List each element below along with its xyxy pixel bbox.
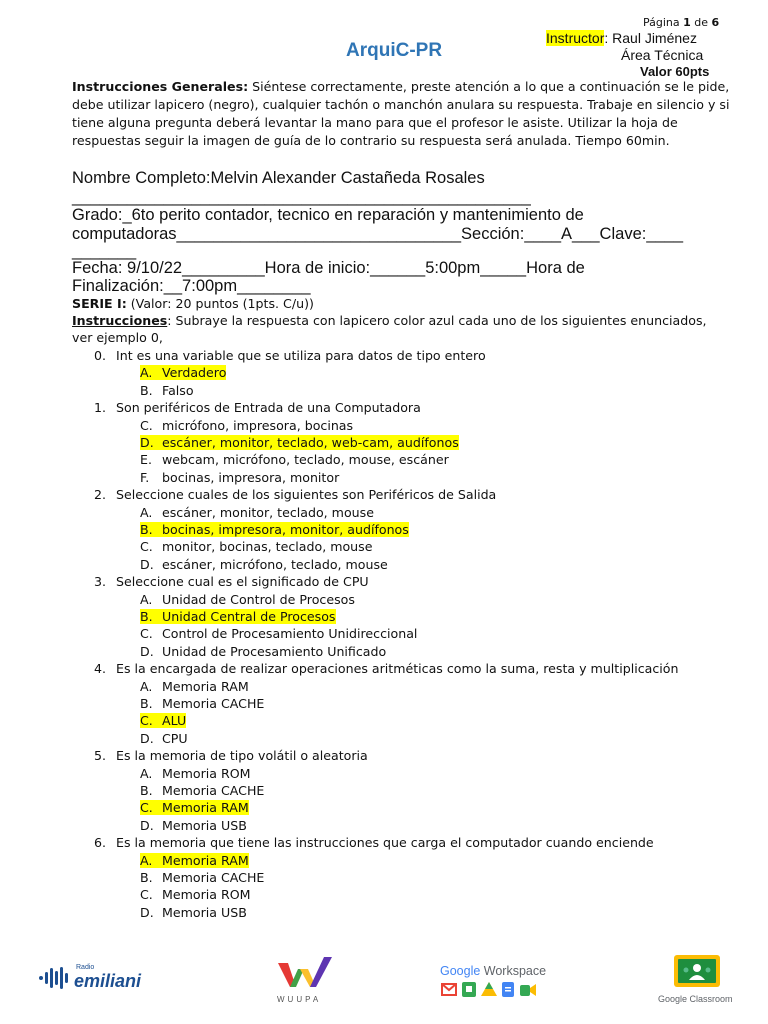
answer-option-body (140, 679, 249, 694)
student-name-line: __________________________________________________ (72, 188, 531, 206)
option-text: ALU (162, 713, 187, 728)
answer-option-body (140, 592, 355, 607)
question-item (94, 347, 486, 364)
answer-option-body (140, 818, 247, 833)
wuupa-icon (276, 955, 336, 997)
option-letter: C. (140, 713, 153, 728)
student-grade: Grado:_6to perito contador, tecnico en reparación y mantenimiento de (72, 206, 584, 224)
answer-option-body (140, 626, 417, 641)
option-letter: C. (140, 800, 153, 815)
option-text: Verdadero (162, 365, 227, 380)
option-letter: A. (140, 766, 153, 781)
answer-option (140, 625, 417, 642)
question-item (94, 834, 654, 851)
question-text: Seleccione cual es el significado de CPU (116, 574, 369, 589)
question-text: Int es una variable que se utiliza para datos de tipo entero (116, 348, 486, 363)
question-number: 1. (94, 400, 107, 415)
answer-option-highlighted (140, 800, 249, 815)
option-letter: A. (140, 679, 153, 694)
option-letter: E. (140, 452, 152, 467)
serie-instructions: Instrucciones: Subraye la respuesta con lapicero color azul cada uno de los siguientes enunciados, ver ejemplo 0, (72, 313, 707, 345)
answer-option-body (140, 539, 372, 554)
wuupa-text: WUUPA (277, 995, 322, 1004)
valor: Valor 60pts (640, 64, 710, 79)
option-letter: A. (140, 365, 153, 380)
answer-option-body (140, 557, 388, 572)
question-item (94, 747, 368, 764)
option-text: Control de Procesamiento Unidireccional (162, 626, 418, 641)
option-letter: F. (140, 470, 150, 485)
option-text: monitor, bocinas, teclado, mouse (162, 539, 373, 554)
answer-option (140, 521, 409, 538)
question-text: Es la memoria de tipo volátil o aleatoria (116, 748, 368, 763)
answer-option (140, 417, 353, 434)
option-letter: D. (140, 905, 154, 920)
option-text: Unidad de Procesamiento Unificado (162, 644, 387, 659)
option-text: Memoria CACHE (162, 783, 265, 798)
workspace-apps-icon (440, 980, 552, 1000)
option-letter: B. (140, 383, 153, 398)
option-text: Memoria RAM (162, 800, 249, 815)
option-text: Unidad de Control de Procesos (162, 592, 355, 607)
answer-option (140, 643, 386, 660)
page-number: Página 1 de 6 (643, 16, 720, 29)
option-text: Memoria CACHE (162, 696, 265, 711)
question-number: 5. (94, 748, 107, 763)
emiliani-text: emiliani (74, 971, 142, 991)
option-letter: D. (140, 644, 154, 659)
answer-option (140, 364, 226, 381)
answer-option-body (140, 452, 449, 467)
answer-option-highlighted (140, 713, 186, 728)
option-text: escáner, monitor, teclado, web-cam, audífonos (162, 435, 459, 450)
option-text: bocinas, impresora, monitor (162, 470, 340, 485)
instructor-label: Instructor (546, 30, 605, 46)
answer-option-highlighted (140, 853, 249, 868)
gw-google: Google (440, 964, 481, 978)
answer-option (140, 382, 194, 399)
student-end-time: Finalización:__7:00pm________ (72, 277, 311, 295)
student-name: Nombre Completo:Melvin Alexander Castañeda Rosales (72, 169, 485, 187)
answer-option (140, 469, 339, 486)
answer-option (140, 869, 264, 886)
option-text: webcam, micrófono, teclado, mouse, escáner (162, 452, 449, 467)
answer-option-body (140, 766, 251, 781)
answer-option-body (140, 470, 339, 485)
answer-option-body (140, 783, 264, 798)
question-item (94, 660, 678, 677)
answer-option-body (140, 383, 194, 398)
document-title: ArquiC-PR (346, 40, 443, 61)
option-text: Memoria RAM (162, 853, 249, 868)
option-letter: C. (140, 418, 153, 433)
question-text: Es la encargada de realizar operaciones aritméticas como la suma, resta y multiplicación (116, 661, 679, 676)
option-letter: B. (140, 870, 153, 885)
emiliani-small: Radio (76, 964, 95, 971)
option-text: Unidad Central de Procesos (162, 609, 336, 624)
answer-option (140, 695, 264, 712)
answer-option (140, 886, 251, 903)
answer-option (140, 504, 374, 521)
option-text: Memoria USB (162, 818, 247, 833)
option-letter: C. (140, 626, 153, 641)
option-text: Falso (162, 383, 194, 398)
option-text: Memoria ROM (162, 887, 251, 902)
instructor: Instructor: Raul Jiménez (546, 30, 697, 46)
question-number: 6. (94, 835, 107, 850)
wuupa-logo (276, 955, 336, 1004)
question-text: Seleccione cuales de los siguientes son Periféricos de Salida (116, 487, 497, 502)
question-number: 2. (94, 487, 107, 502)
answer-option-highlighted (140, 365, 226, 380)
answer-option (140, 608, 336, 625)
gw-workspace: Workspace (480, 964, 547, 978)
answer-option (140, 538, 372, 555)
answer-option-body (140, 887, 251, 902)
option-letter: B. (140, 522, 153, 537)
google-workspace-logo (440, 964, 552, 1004)
option-text: Memoria USB (162, 905, 247, 920)
student-grade-cont: computadoras_______________________________Sección:____A___Clave:____ (72, 225, 684, 243)
option-text: Memoria CACHE (162, 870, 265, 885)
option-letter: B. (140, 696, 153, 711)
answer-option (140, 678, 249, 695)
option-letter: D. (140, 435, 154, 450)
answer-option (140, 904, 247, 921)
answer-option (140, 765, 251, 782)
question-text: Son periféricos de Entrada de una Computadora (116, 400, 421, 415)
option-letter: A. (140, 853, 153, 868)
answer-option (140, 556, 388, 573)
student-date: Fecha: 9/10/22_________Hora de inicio:______5:00pm_____Hora de (72, 259, 585, 277)
answer-option-highlighted (140, 435, 459, 450)
option-letter: A. (140, 592, 153, 607)
classroom-icon (658, 955, 736, 989)
option-text: micrófono, impresora, bocinas (162, 418, 354, 433)
answer-option (140, 712, 186, 729)
emiliani-logo (36, 962, 142, 998)
answer-option (140, 730, 188, 747)
question-item (94, 573, 369, 590)
general-instructions: Instrucciones Generales: Siéntese correctamente, preste atención a lo que a continuación se le pide, debe utilizar lapicero (negro), cualquier tachón o manchón anulara su respuesta. Trabaje en silencio y si tiene alguna pregunta deberá levantar la mano para que el profesor le asiste. Utilizar la hoja de respuestas seguir la imagen de guía de lo contrario su respuesta será anulada. Tiempo 60min. (72, 79, 730, 148)
option-text: CPU (162, 731, 188, 746)
option-letter: D. (140, 731, 154, 746)
answer-option-highlighted (140, 609, 336, 624)
option-letter: A. (140, 505, 153, 520)
answer-option (140, 591, 355, 608)
serie-title: SERIE I: (Valor: 20 puntos (1pts. C/u)) (72, 296, 314, 311)
option-letter: B. (140, 783, 153, 798)
answer-option (140, 799, 249, 816)
answer-option (140, 817, 247, 834)
answer-option (140, 782, 264, 799)
classroom-text: Google Classroom (658, 994, 733, 1004)
option-letter: C. (140, 539, 153, 554)
student-grade-line: _______ (72, 242, 137, 260)
answer-option-body (140, 870, 264, 885)
option-text: escáner, monitor, teclado, mouse (162, 505, 374, 520)
google-classroom-logo (658, 955, 736, 1004)
answer-option-body (140, 418, 353, 433)
option-text: Memoria RAM (162, 679, 249, 694)
option-text: bocinas, impresora, monitor, audífonos (162, 522, 409, 537)
answer-option (140, 451, 449, 468)
answer-option-body (140, 905, 247, 920)
answer-option-body (140, 505, 374, 520)
option-letter: D. (140, 557, 154, 572)
option-letter: B. (140, 609, 153, 624)
option-text: Memoria ROM (162, 766, 251, 781)
answer-option-body (140, 644, 386, 659)
answer-option-highlighted (140, 522, 409, 537)
question-item (94, 486, 496, 503)
option-letter: D. (140, 818, 154, 833)
question-item (94, 399, 421, 416)
answer-option (140, 434, 459, 451)
question-text: Es la memoria que tiene las instrucciones que carga el computador cuando enciende (116, 835, 654, 850)
answer-option-body (140, 696, 264, 711)
answer-option-body (140, 731, 188, 746)
answer-option (140, 852, 249, 869)
question-number: 3. (94, 574, 107, 589)
area: Área Técnica (621, 47, 704, 63)
option-text: escáner, micrófono, teclado, mouse (162, 557, 388, 572)
option-letter: C. (140, 887, 153, 902)
question-number: 0. (94, 348, 107, 363)
question-number: 4. (94, 661, 107, 676)
